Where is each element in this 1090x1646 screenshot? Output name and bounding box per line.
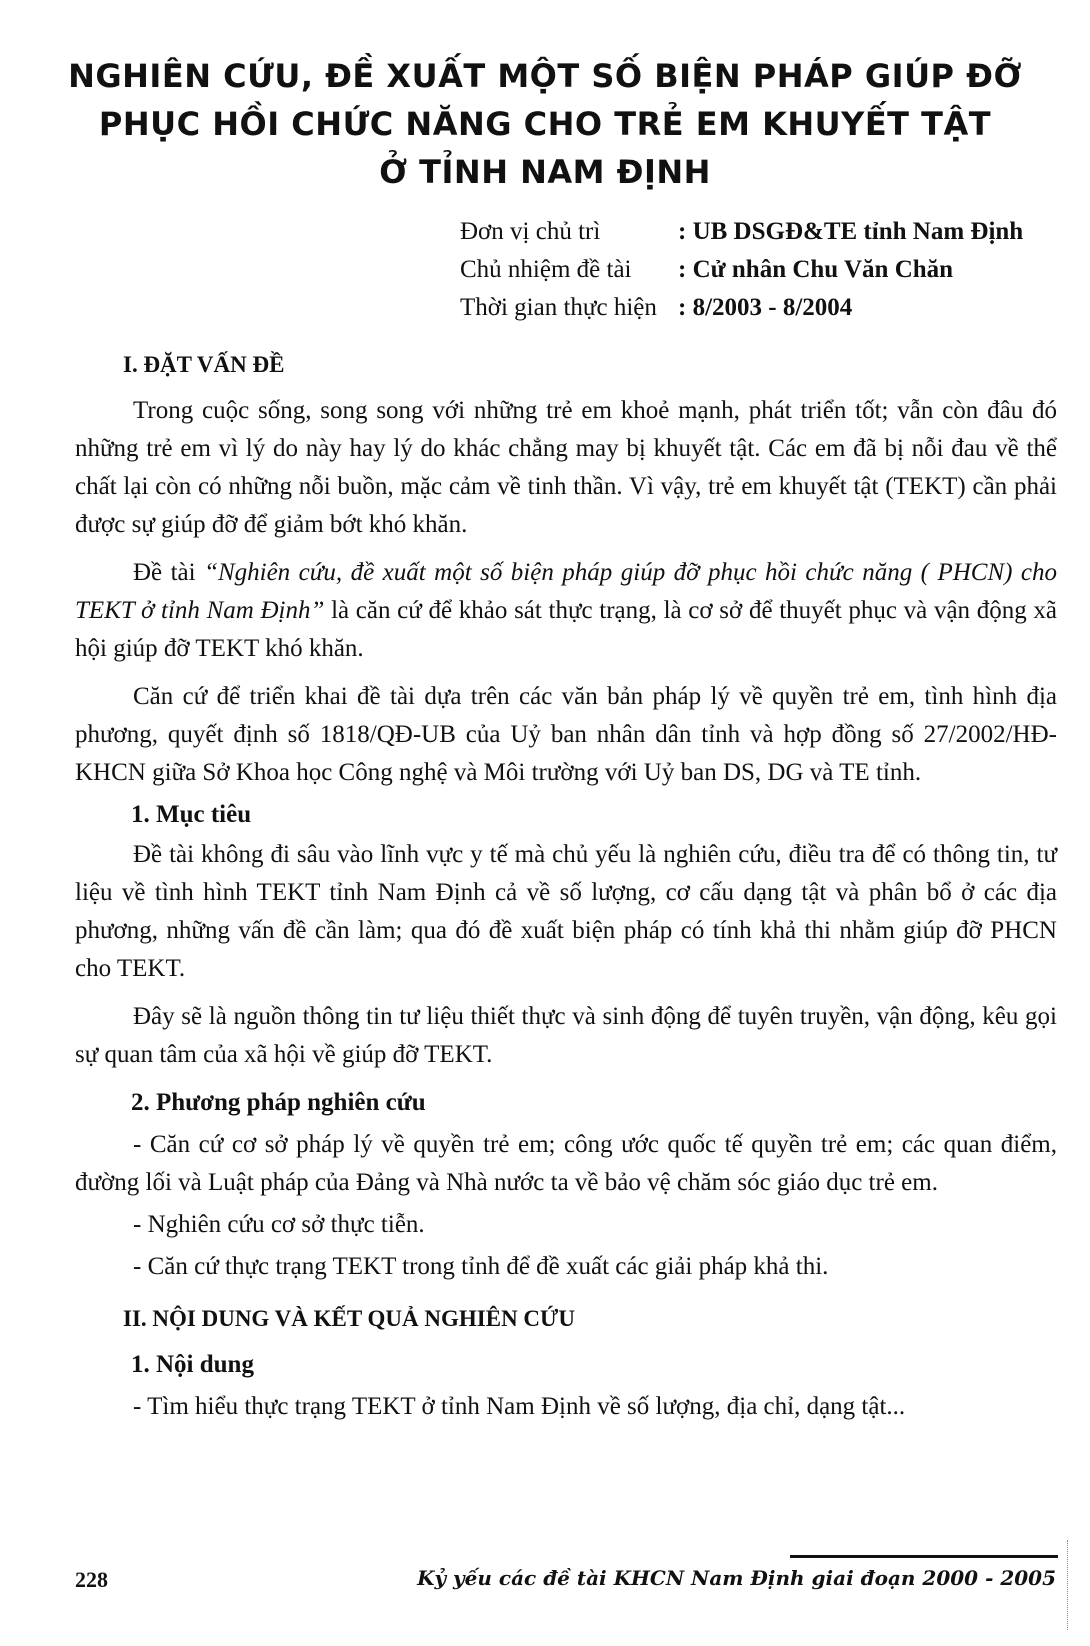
subheading-content: 1. Nội dung — [131, 1351, 254, 1378]
info-value: : UB DSGĐ&TE tỉnh Nam Định — [678, 218, 1024, 245]
title-line-1: NGHIÊN CỨU, ĐỀ XUẤT MỘT SỐ BIỆN PHÁP GIÚP ĐỠ — [68, 57, 1022, 95]
paragraph: Căn cứ để triển khai đề tài dựa trên các văn bản pháp lý về quyền trẻ em, tình hình địa phương, quyết định số 1818/QĐ-UB của Uỷ ban nhân dân tỉnh và hợp đồng số 27/2002/HĐ-KHCN giữa Sở Khoa học Công nghệ và Môi trường với Uỷ ban DS, DG và TE tỉnh. — [75, 683, 1057, 786]
title-line-3: Ở TỈNH NAM ĐỊNH — [379, 153, 711, 191]
scan-edge-mark — [1067, 1540, 1070, 1630]
paragraph: Đề tài không đi sâu vào lĩnh vực y tế mà chủ yếu là nghiên cứu, điều tra để có thông tin, tư liệu về tình hình TEKT tỉnh Nam Định cả về số lượng, cơ cấu dạng tật và phân bổ ở các địa phương, những vấn đề cần làm; qua đó đề xuất biện pháp có tính khả thi nhằm giúp đỡ PHCN cho TEKT. — [75, 841, 1057, 982]
list-item: - Tìm hiểu thực trạng TEKT ở tỉnh Nam Định về số lượng, địa chỉ, dạng tật... — [133, 1393, 906, 1420]
info-row-duration — [460, 289, 1023, 327]
paragraph-text: Đề tài — [133, 559, 205, 586]
info-value: : Cử nhân Chu Văn Chăn — [678, 256, 954, 283]
info-value: : 8/2003 - 8/2004 — [678, 294, 853, 321]
running-footer-title: Kỷ yếu các đề tài KHCN Nam Định giai đoạn 2000 - 2005 — [417, 1566, 1056, 1590]
section-heading-problem: I. ĐẶT VẤN ĐỀ — [123, 352, 285, 377]
info-row-host-unit — [460, 213, 1023, 251]
title-line-2: PHỤC HỒI CHỨC NĂNG CHO TRẺ EM KHUYẾT TẬT — [98, 105, 992, 143]
document-body — [75, 346, 1057, 1426]
document-title — [60, 52, 1030, 196]
paragraph: Trong cuộc sống, song song với những trẻ em khoẻ mạnh, phát triển tốt; vẫn còn đâu đó những trẻ em vì lý do này hay lý do khác chẳng may bị khuyết tật. Các em đã bị nỗi đau về thể chất lại còn có những nỗi buồn, mặc cảm về tinh thần. Vì vậy, trẻ em khuyết tật (TEKT) cần phải được sự giúp đỡ để giảm bớt khó khăn. — [75, 397, 1057, 538]
list-item: - Căn cứ thực trạng TEKT trong tỉnh để đề xuất các giải pháp khả thi. — [133, 1253, 829, 1280]
subheading-objectives: 1. Mục tiêu — [131, 801, 252, 828]
paragraph: Đây sẽ là nguồn thông tin tư liệu thiết thực và sinh động để tuyên truyền, vận động, kêu gọi sự quan tâm của xã hội về giúp đỡ TEKT. — [75, 1003, 1057, 1068]
section-heading-results: II. NỘI DUNG VÀ KẾT QUẢ NGHIÊN CỨU — [123, 1306, 575, 1331]
list-item: - Nghiên cứu cơ sở thực tiễn. — [133, 1211, 425, 1238]
footer-divider — [790, 1555, 1058, 1558]
subheading-methods: 2. Phương pháp nghiên cứu — [131, 1089, 426, 1116]
project-info — [460, 213, 1023, 327]
list-item: - Căn cứ cơ sở pháp lý về quyền trẻ em; công ước quốc tế quyền trẻ em; các quan điểm, đường lối và Luật pháp của Đảng và Nhà nước ta về bảo vệ chăm sóc giáo dục trẻ em. — [75, 1131, 1057, 1196]
paragraph-text: là căn cứ để khảo sát thực trạng, là cơ sở để thuyết phục và vận động xã hội giúp đỡ TEKT khó khăn. — [75, 597, 1057, 662]
info-label: Thời gian thực hiện — [460, 294, 657, 321]
info-label: Đơn vị chủ trì — [460, 218, 601, 245]
paragraph — [75, 554, 1057, 668]
info-label: Chủ nhiệm đề tài — [460, 256, 632, 283]
project-title-quote: “Nghiên cứu, đề xuất một số biện pháp giúp đỡ phục hồi chức năng ( PHCN) cho TEKT ở tỉnh Nam Định” — [75, 559, 1058, 624]
info-row-project-lead — [460, 251, 1023, 289]
page-number: 228 — [75, 1567, 108, 1592]
